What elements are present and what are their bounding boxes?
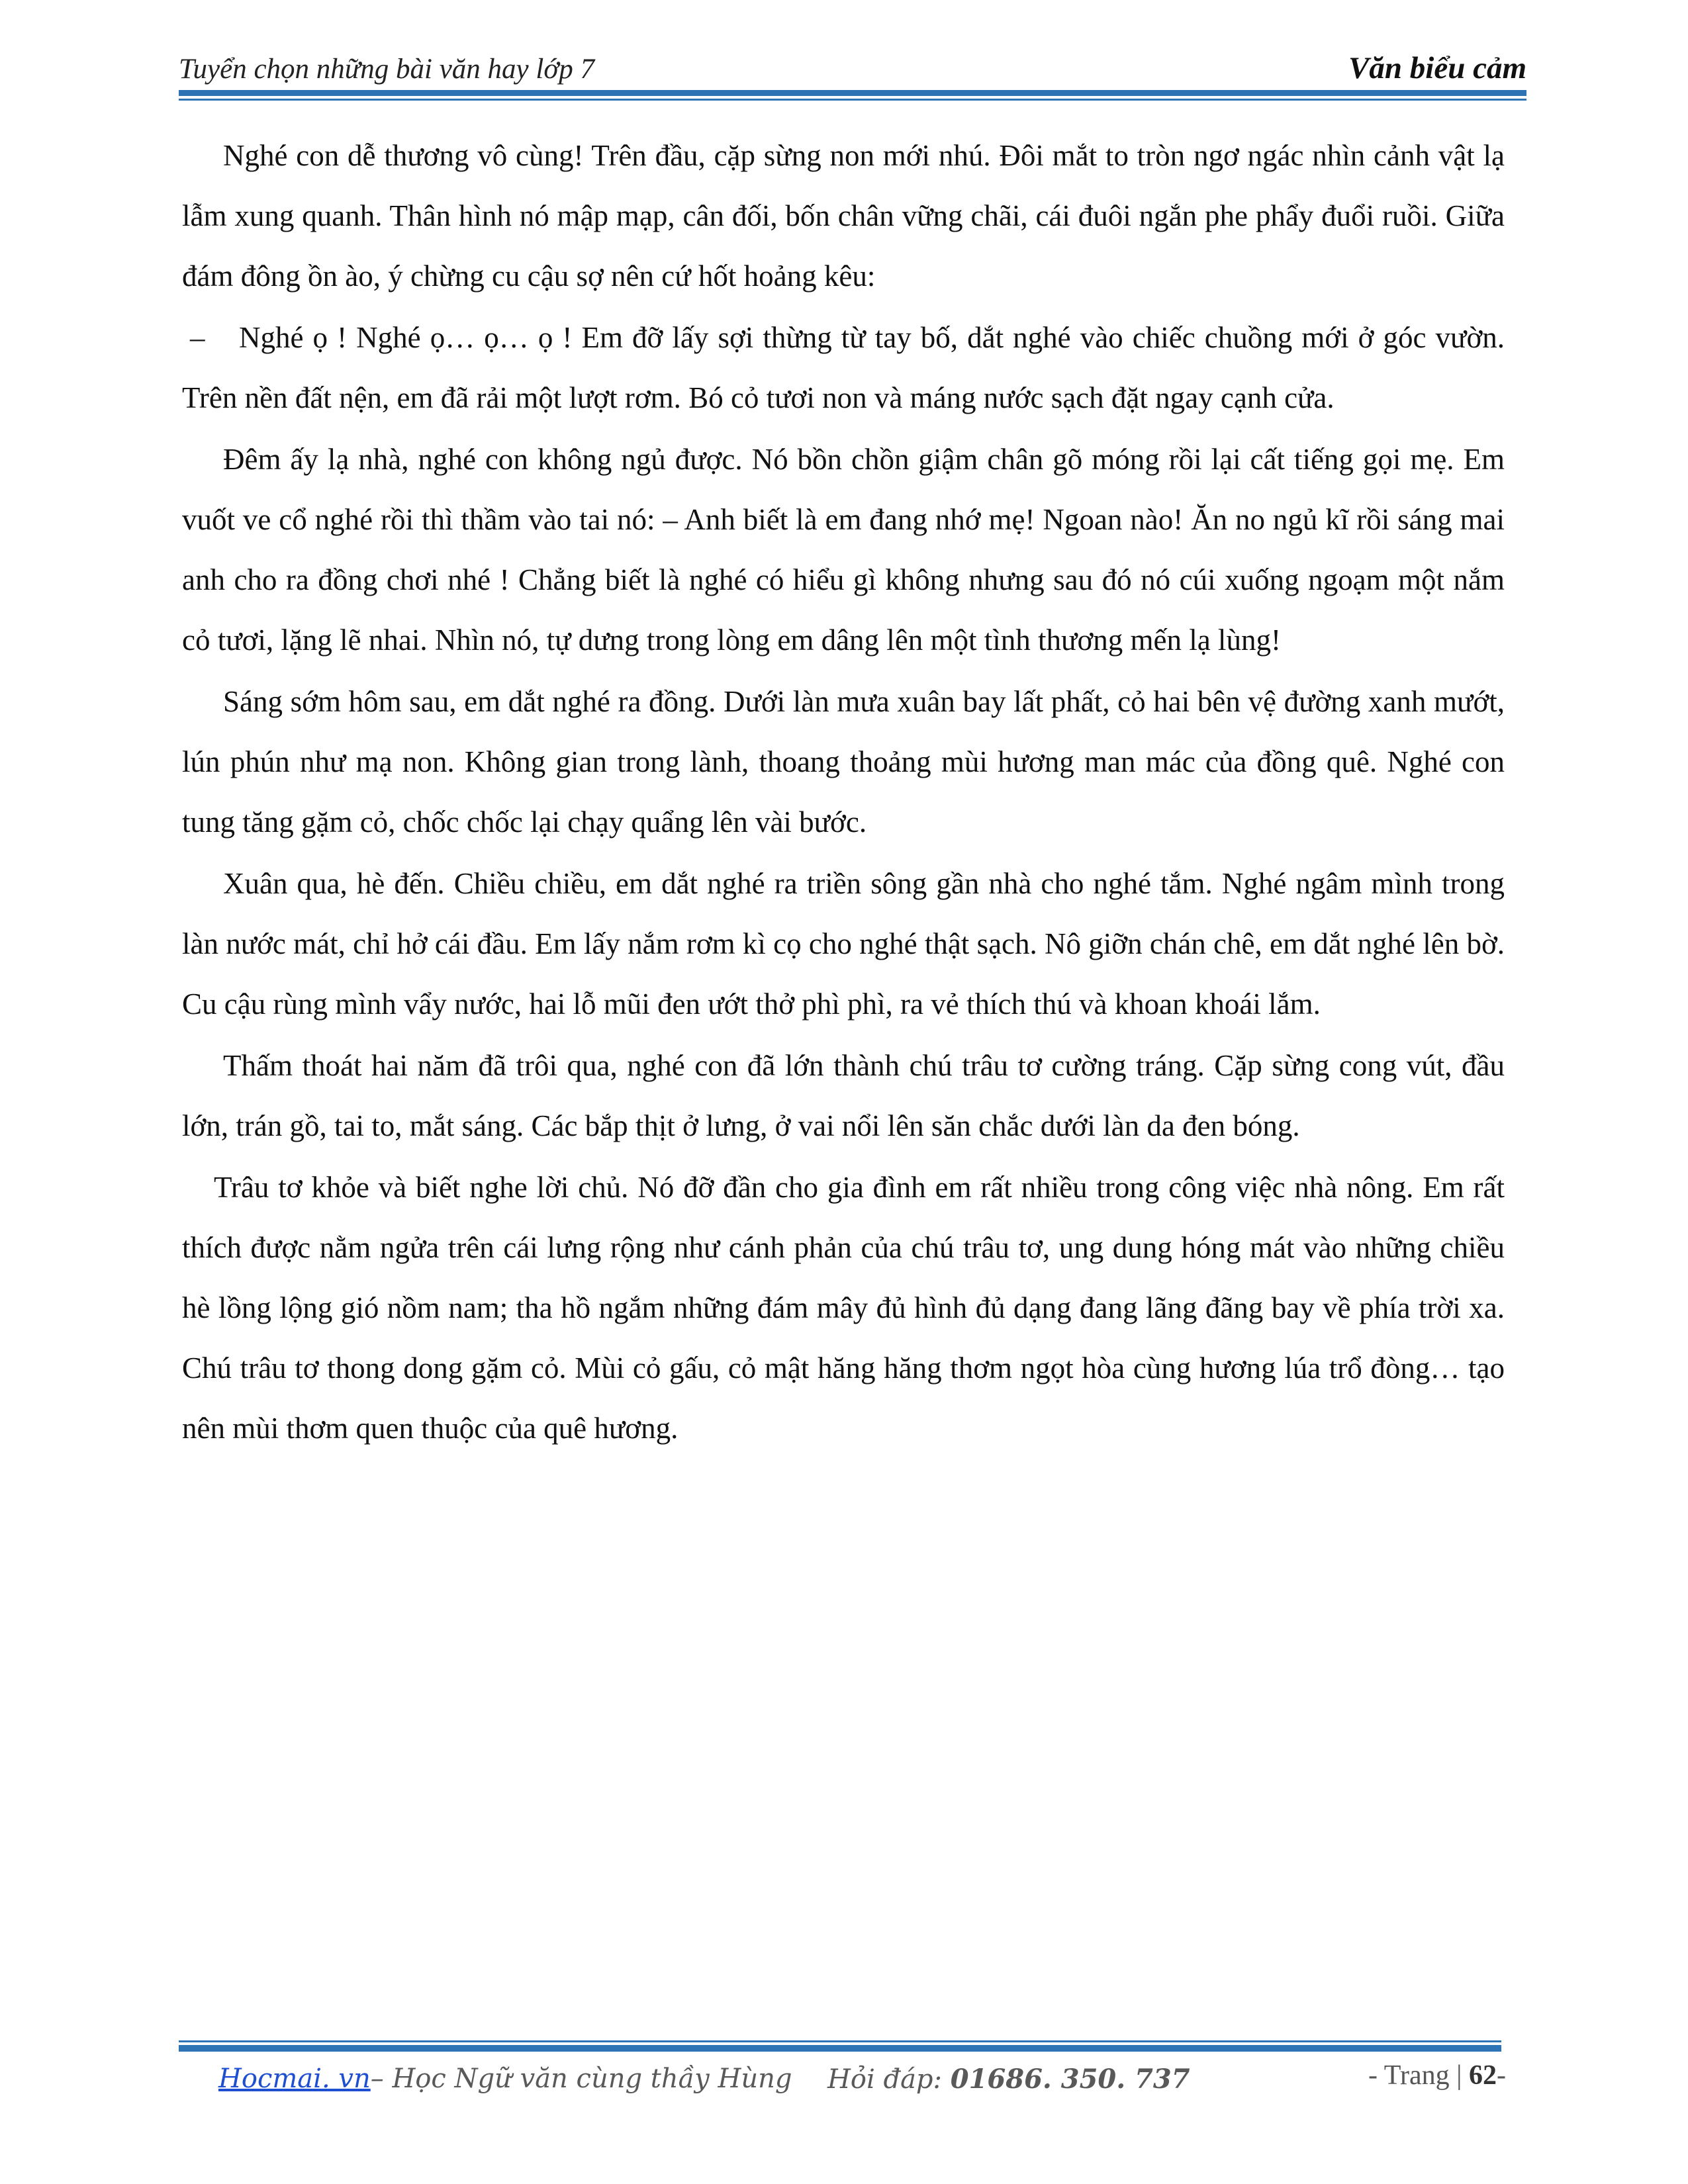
header-book-title: Tuyển chọn những bài văn hay lớp 7 xyxy=(179,54,595,85)
paragraph: Trâu tơ khỏe và biết nghe lời chủ. Nó đỡ đần cho gia đình em rất nhiều trong công việc nhà nông. Em rất thích được nằm ngửa trên cái lưng rộng như cánh phản của chú trâu tơ, ung dung hóng mát vào những chiều hè lồng lộng gió nồm nam; tha hồ ngắm những đám mây đủ hình đủ dạng đang lãng đãng bay về phía trời xa. Chú trâu tơ thong dong gặm cỏ. Mùi cỏ gấu, cỏ mật hăng hăng thơm ngọt hòa cùng hương lúa trổ đòng… tạo nên mùi thơm quen thuộc của quê hương. xyxy=(182,1171,1505,1445)
paragraph: Đêm ấy lạ nhà, nghé con không ngủ được. Nó bồn chồn giậm chân gõ móng rồi lại cất tiếng gọi mẹ. Em vuốt ve cổ nghé rồi thì thầm vào tai nó: – Anh biết là em đang nhớ mẹ! Ngoan nào! Ăn no ngủ kĩ rồi sáng mai anh cho ra đồng chơi nhé ! Chẳng biết là nghé có hiểu gì không nhưng sau đó nó cúi xuống ngoạm một nắm cỏ tươi, lặng lẽ nhai. Nhìn nó, tự dưng trong lòng em dâng lên một tình thương mến lạ lùng! xyxy=(182,443,1505,657)
phone-number: 01686. 350. 737 xyxy=(950,2064,1190,2095)
paragraph: Sáng sớm hôm sau, em dắt nghé ra đồng. Dưới làn mưa xuân bay lất phất, cỏ hai bên vệ đường xanh mướt, lún phún như mạ non. Không gian trong lành, thoang thoảng mùi hương man mác của đồng quê. Nghé con tung tăng gặm cỏ, chốc chốc lại chạy quẩng lên vài bước. xyxy=(182,685,1505,839)
page-number: 62 xyxy=(1469,2060,1497,2091)
page-prefix: - Trang | xyxy=(1368,2060,1469,2091)
dialogue-text: Nghé ọ ! Nghé ọ… ọ… ọ ! Em đỡ lấy sợi thừng từ tay bố, dắt nghé vào chiếc chuồng mới ở góc vườn. Trên nền đất nện, em đã rải một lượt rơm. Bó cỏ tươi non và máng nước sạch đặt ngay cạnh cửa. xyxy=(182,321,1505,414)
header-rule-thin xyxy=(179,99,1526,101)
qa-label: Hỏi đáp: xyxy=(827,2064,951,2095)
page-suffix: - xyxy=(1497,2060,1506,2091)
footer-rule-thin xyxy=(179,2040,1501,2042)
page-footer xyxy=(218,2060,1506,2110)
dash-mark: – xyxy=(190,321,205,354)
footer-contact xyxy=(827,2064,1190,2095)
header-section-title: Văn biểu cảm xyxy=(1348,51,1526,85)
essay-body xyxy=(182,126,1505,1460)
footer-tagline: – Học Ngữ văn cùng thầy Hùng xyxy=(370,2064,792,2094)
paragraph: Thấm thoát hai năm đã trôi qua, nghé con đã lớn thành chú trâu tơ cường tráng. Cặp sừng cong vút, đầu lớn, trán gồ, tai to, mắt sáng. Các bắp thịt ở lưng, ở vai nổi lên săn chắc dưới làn da đen bóng. xyxy=(182,1049,1505,1142)
paragraph: Nghé con dễ thương vô cùng! Trên đầu, cặp sừng non mới nhú. Đôi mắt to tròn ngơ ngác nhìn cảnh vật lạ lẫm xung quanh. Thân hình nó mập mạp, cân đối, bốn chân vững chãi, cái đuôi ngắn phe phẩy đuổi ruồi. Giữa đám đông ồn ào, ý chừng cu cậu sợ nên cứ hốt hoảng kêu: xyxy=(182,139,1505,293)
page-number-label xyxy=(1368,2060,1506,2091)
header-rule-thick xyxy=(179,90,1526,96)
paragraph: Xuân qua, hè đến. Chiều chiều, em dắt nghé ra triền sông gần nhà cho nghé tắm. Nghé ngâm mình trong làn nước mát, chỉ hở cái đầu. Em lấy nắm rơm kì cọ cho nghé thật sạch. Nô giỡn chán chê, em dắt nghé lên bờ. Cu cậu rùng mình vẩy nước, hai lỗ mũi đen ướt thở phì phì, ra vẻ thích thú và khoan khoái lắm. xyxy=(182,867,1505,1021)
dialogue-paragraph xyxy=(182,308,1505,428)
footer-rule-thick xyxy=(179,2045,1501,2052)
footer-credit xyxy=(218,2064,792,2094)
site-link[interactable]: Hocmai. vn xyxy=(218,2064,371,2094)
